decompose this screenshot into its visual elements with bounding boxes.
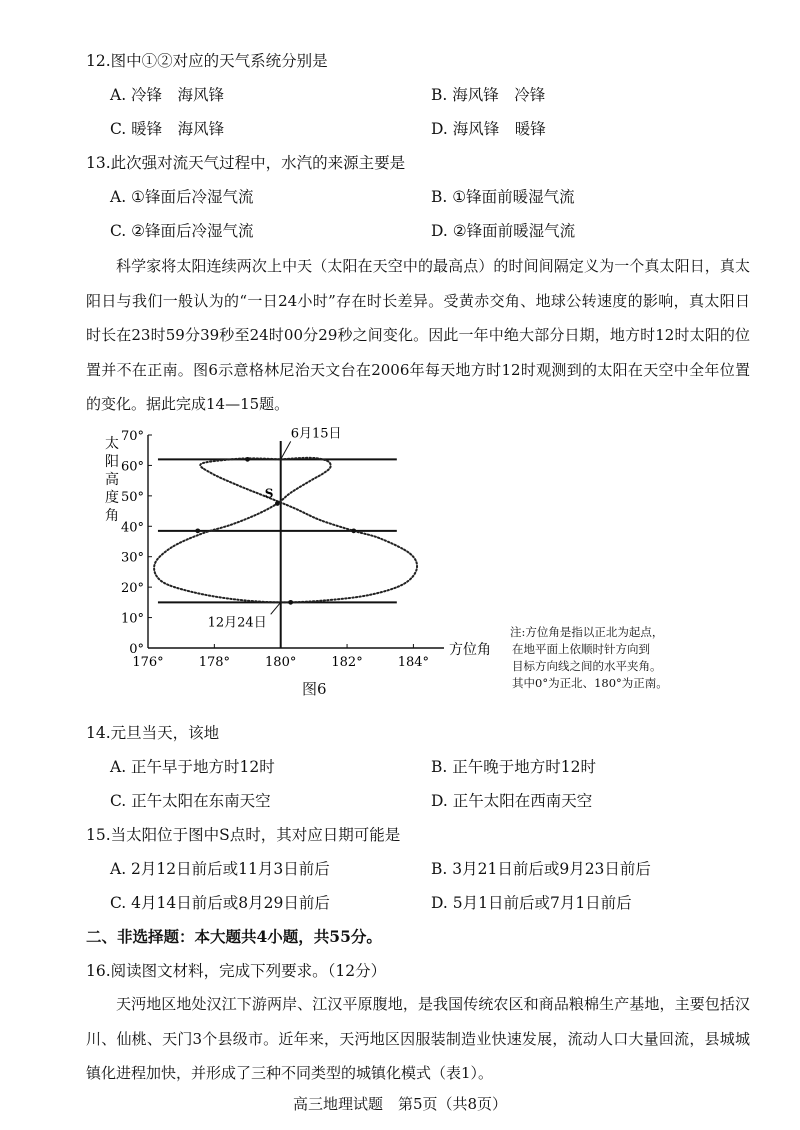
q15-option-c: C. 4月14日前后或8月29日前后 [110,894,330,912]
q14-option-c: C. 正午太阳在东南天空 [110,792,271,810]
y-axis-label [105,435,119,524]
data-point [288,600,293,605]
figure-note-line: 注:方位角是指以正北为起点， [510,625,664,639]
q14-stem: 14.元旦当天，该地 [86,724,220,742]
q16-stem: 16.阅读图文材料，完成下列要求。（12分） [86,962,387,980]
q13-option-a: A. ①锋面后冷湿气流 [110,188,254,206]
q13-stem: 13.此次强对流天气过程中，水汽的来源主要是 [86,154,406,172]
passage-14-15: 科学家将太阳连续两次上中天（太阳在天空中的最高点）的时间间隔定义为一个真太阳日，真太阳日与我们一般认为的“一日24小时”存在时长差异。受黄赤交角、地球公转速度的影响，真太阳日时长在23时59分39秒至24时00分29秒之间变化。因此一年中绝大部分日期，地方时12时太阳的位置并不在正南。图6示意格林尼治天文台在2006年每天地方时12时观测到的太阳在天空中全年位置的变化。据此完成14—15题。 [86,257,750,413]
q15-stem: 15.当太阳位于图中S点时，其对应日期可能是 [86,826,401,844]
annotation-label: S [264,486,274,501]
y-tick-label: 70° [120,429,144,444]
q14-option-a: A. 正午早于地方时12时 [110,758,275,776]
q13-option-b: B. ①锋面前暖湿气流 [431,188,575,206]
q16-passage: 天沔地区地处汉江下游两岸、江汉平原腹地，是我国传统农区和商品粮棉生产基地，主要包括汉川、仙桃、天门3个县级市。近年来，天沔地区因服装制造业快速发展，流动人口大量回流，县城城镇化进程加快，并形成了三种不同类型的城镇化模式（表1）。 [86,995,750,1082]
figure-note-line: 目标方向线之间的水平夹角。 [512,659,662,673]
reference-lines [158,441,397,648]
svg-text:高: 高 [105,472,119,488]
x-tick-label: 180° [265,655,297,670]
y-tick-label: 40° [120,520,144,536]
chart-axes [148,435,444,648]
annotation-leader [271,602,281,614]
q15-option-d: D. 5月1日前后或7月1日前后 [431,894,632,912]
q12-option-c: C. 暖锋 海风锋 [110,120,225,138]
x-axis-label: 方位角 [449,642,491,658]
figure-note [510,624,668,692]
data-point [245,457,250,462]
y-tick-label: 10° [120,611,144,627]
figure-caption: 图6 [302,680,327,698]
figure-note-line: 在地平面上依顺时针方向到 [512,642,650,656]
data-point [195,528,200,533]
x-tick-label: 176° [132,655,164,670]
figure-note-line: 其中0°为正北、180°为正南。 [512,676,668,690]
q12-stem: 12.图中①②对应的天气系统分别是 [86,52,328,70]
section-2-heading: 二、非选择题：本大题共4小题，共55分。 [86,927,382,946]
q12-option-d: D. 海风锋 暖锋 [431,120,546,138]
svg-text:阳: 阳 [105,454,119,470]
x-tick-label: 178° [198,655,231,670]
data-point [275,501,280,506]
q14-option-b: B. 正午晚于地方时12时 [431,758,596,776]
q14-option-d: D. 正午太阳在西南天空 [431,792,593,810]
svg-text:度: 度 [105,490,119,506]
y-tick-label: 60° [120,459,144,475]
x-tick-label: 184° [397,655,430,670]
q13-option-c: C. ②锋面后冷湿气流 [110,222,254,240]
svg-text:角: 角 [105,508,119,524]
q12-option-a: A. 冷锋 海风锋 [110,86,225,104]
annotation-label: 6月15日 [290,426,342,442]
x-tick-label: 182° [331,655,363,670]
q15-option-a: A. 2月12日前后或11月3日前后 [110,860,330,878]
data-point [351,528,356,533]
y-tick-label: 30° [120,550,144,566]
annotation-leader [281,441,291,459]
svg-text:太: 太 [105,436,119,452]
annotation-label: 12月24日 [207,615,267,631]
y-tick-label: 20° [120,581,144,597]
y-tick-label: 50° [120,489,144,505]
q12-option-b: B. 海风锋 冷锋 [431,86,546,104]
figure-6-chart [100,424,500,682]
y-tick-label: 0° [129,642,144,657]
q15-option-b: B. 3月21日前后或9月23日前后 [431,860,651,878]
page-footer: 高三地理试题 第5页（共8页） [292,1095,508,1113]
q13-option-d: D. ②锋面前暖湿气流 [431,222,576,240]
